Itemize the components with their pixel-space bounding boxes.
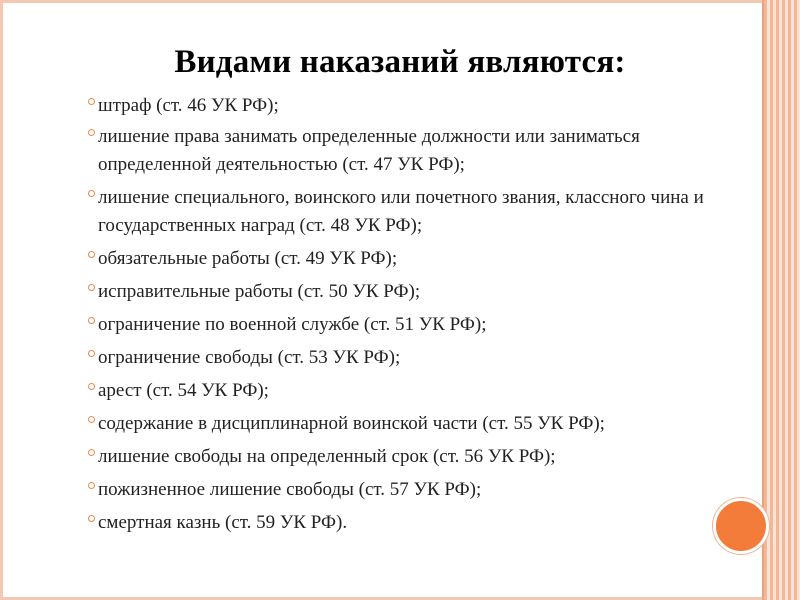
bullet-icon (88, 251, 95, 258)
punishment-list (86, 92, 706, 542)
list-item-text: пожизненное лишение свободы (ст. 57 УК РФ); (98, 479, 482, 500)
list-item (86, 377, 706, 405)
bullet-icon (88, 350, 95, 357)
list-item (86, 184, 706, 240)
list-item-text: штраф (ст. 46 УК РФ); (98, 95, 279, 116)
bullet-icon (88, 416, 95, 423)
list-item (86, 92, 706, 120)
list-item (86, 123, 706, 179)
bullet-icon (88, 129, 95, 136)
list-item-text: лишение свободы на определенный срок (ст. 56 УК РФ); (98, 446, 556, 467)
slide-title: Видами наказаний являются: (174, 44, 626, 80)
bullet-icon (88, 98, 95, 105)
list-item-text: лишение специального, воинского или почетного звания, классного чина и государственных наград (ст. 48 УК РФ); (98, 187, 704, 236)
list-item (86, 311, 706, 339)
list-item (86, 476, 706, 504)
bullet-icon (88, 284, 95, 291)
list-item (86, 410, 706, 438)
list-item-text: содержание в дисциплинарной воинской части (ст. 55 УК РФ); (98, 413, 605, 434)
list-item-text: смертная казнь (ст. 59 УК РФ). (98, 512, 348, 533)
bullet-icon (88, 317, 95, 324)
bullet-icon (88, 449, 95, 456)
decorative-stripe (764, 0, 800, 600)
decorative-circle (713, 498, 769, 554)
bullet-icon (88, 383, 95, 390)
list-item-text: обязательные работы (ст. 49 УК РФ); (98, 248, 398, 269)
list-item-text: исправительные работы (ст. 50 УК РФ); (98, 281, 421, 302)
list-item (86, 509, 706, 537)
list-item (86, 245, 706, 273)
list-item-text: ограничение свободы (ст. 53 УК РФ); (98, 347, 401, 368)
bullet-icon (88, 190, 95, 197)
bullet-icon (88, 515, 95, 522)
list-item (86, 278, 706, 306)
list-item-text: арест (ст. 54 УК РФ); (98, 380, 269, 401)
bullet-icon (88, 482, 95, 489)
list-item-text: лишение права занимать определенные должности или заниматься определенной деятельностью (ст. 47 УК РФ); (98, 126, 640, 175)
list-item-text: ограничение по военной службе (ст. 51 УК РФ); (98, 314, 487, 335)
list-item (86, 443, 706, 471)
list-item (86, 344, 706, 372)
